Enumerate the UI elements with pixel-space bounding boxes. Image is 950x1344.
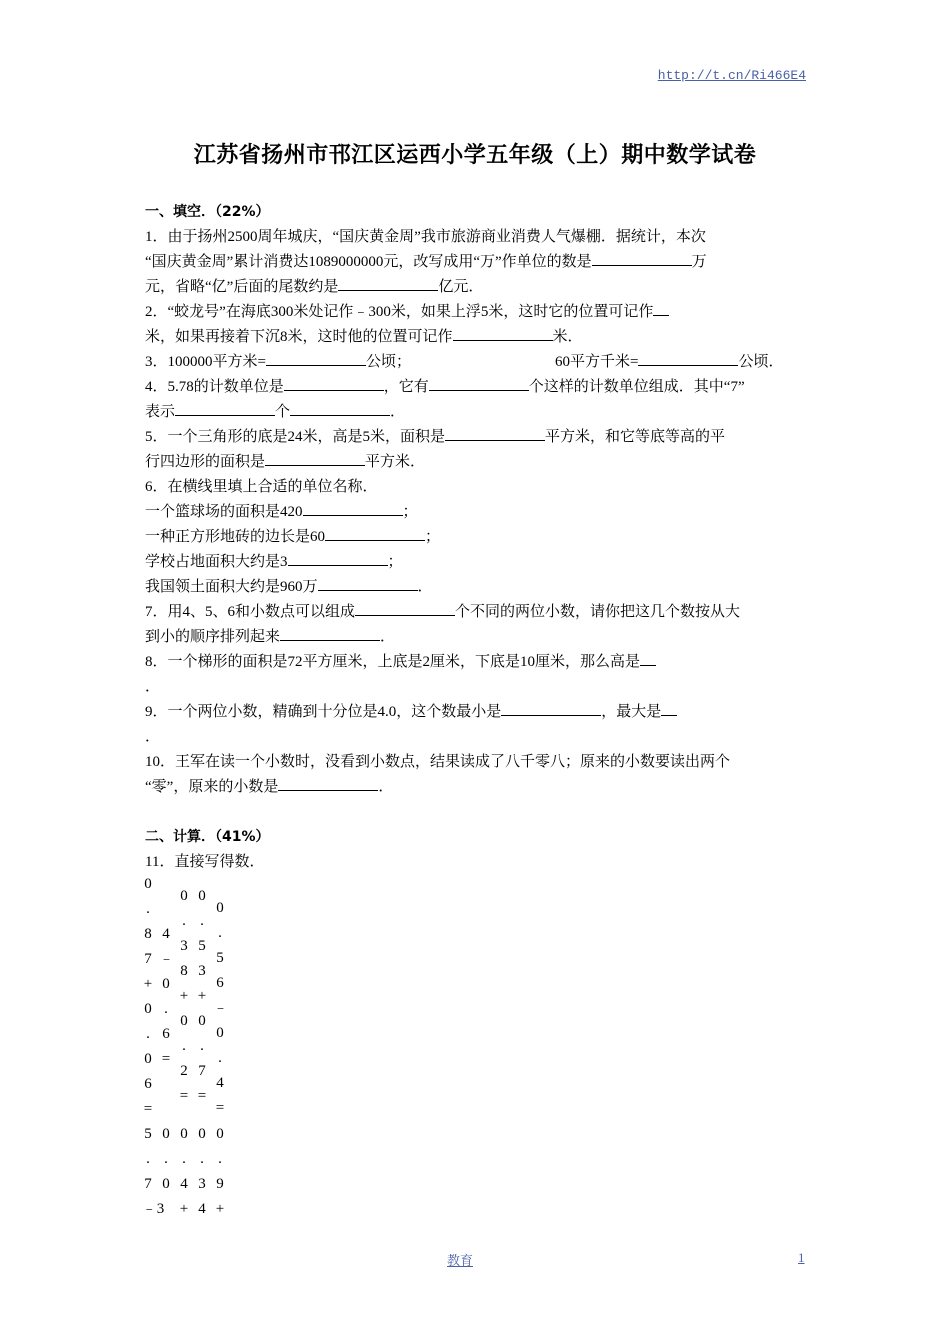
q6-intro: 6．在横线里填上合适的单位名称． — [145, 479, 378, 495]
q8-line2: ． — [145, 679, 161, 695]
q6-item4: 我国领土面积大约是960万 ． — [145, 575, 807, 600]
calc-column-r2-2: 0 . 0 — [162, 1126, 170, 1192]
page-number: 1 — [798, 1250, 805, 1265]
answer-blank[interactable] — [278, 775, 378, 791]
answer-blank[interactable] — [640, 650, 656, 666]
footer-center-text[interactable]: 教育 — [447, 1253, 474, 1268]
answer-blank[interactable] — [318, 575, 418, 591]
answer-blank[interactable] — [290, 400, 390, 416]
q8-line1: 8．一个梯形的面积是72平方厘米，上底是2厘米，下底是10厘米，那么高是 — [145, 650, 807, 675]
q5-line2: 行四边形的面积是 平方米． — [145, 450, 807, 475]
header-link[interactable]: http://t.cn/Ri466E4 — [657, 68, 806, 83]
calc-column-3: 0 . 3 8 + 0 . 2 = — [179, 888, 189, 1104]
section2-heading: 二、计算．（41%） — [145, 829, 270, 845]
q1-line3: 元，省略“亿”后面的尾数约是 亿元． — [145, 275, 807, 300]
q6-item2: 一种正方形地砖的边长是60 ； — [145, 525, 807, 550]
answer-blank[interactable] — [280, 625, 380, 641]
calc-column-2: 4 ﹣ 0 . 6 = — [159, 926, 175, 1067]
answer-blank[interactable] — [501, 700, 601, 716]
answer-blank[interactable] — [445, 425, 545, 441]
calc-column-r2-4: 0 . 3 4 — [198, 1126, 206, 1217]
answer-blank[interactable] — [265, 450, 365, 466]
answer-blank[interactable] — [638, 350, 738, 366]
answer-blank[interactable] — [175, 400, 275, 416]
calc-column-r2-1: 5 . 7 ﹣3 — [141, 1126, 165, 1217]
q9-line1: 9．一个两位小数，精确到十分位是4.0，这个数最小是 ，最大是 — [145, 700, 807, 725]
answer-blank[interactable] — [661, 700, 677, 716]
page-title: 江苏省扬州市邗江区运西小学五年级（上）期中数学试卷 — [193, 143, 757, 168]
answer-blank[interactable] — [284, 375, 384, 391]
calc-column-r2-3: 0 . 4 + — [179, 1126, 189, 1217]
q5-line1: 5．一个三角形的底是24米，高是5米，面积是 平方米，和它等底等高的平 — [145, 425, 807, 450]
q10-line2: “零”，原来的小数是 ． — [145, 775, 807, 800]
answer-blank[interactable] — [303, 500, 403, 516]
q7-line1: 7．用4、5、6和小数点可以组成 个不同的两位小数，请你把这几个数按从大 — [145, 600, 807, 625]
answer-blank[interactable] — [592, 250, 692, 266]
answer-blank[interactable] — [355, 600, 455, 616]
q10-line1: 10．王军在读一个小数时，没看到小数点，结果读成了八千零八；原来的小数要读出两个 — [145, 754, 731, 770]
q1-line2: “国庆黄金周”累计消费达1089000000元，改写成用“万”作单位的数是 万 — [145, 250, 807, 275]
answer-blank[interactable] — [325, 525, 425, 541]
exam-body — [145, 200, 807, 875]
answer-blank[interactable] — [429, 375, 529, 391]
answer-blank[interactable] — [266, 350, 366, 366]
section1-heading: 一、填空．（22%） — [145, 204, 270, 220]
q3-line: 3．100000平方米= 公顷； 60平方千米= 公顷． — [145, 350, 807, 375]
answer-blank[interactable] — [288, 550, 388, 566]
calc-column-4: 0 . 5 3 + 0 . 7 = — [197, 888, 207, 1104]
q11-line: 11．直接写得数． — [145, 854, 265, 870]
calc-column-r2-5: 0 . 9 + — [215, 1126, 225, 1217]
q4-line1: 4．5.78的计数单位是 ，它有 个这样的计数单位组成．其中“7” — [145, 375, 807, 400]
q9-line2: ． — [145, 729, 161, 745]
q1-line1: 1．由于扬州2500周年城庆，“国庆黄金周”我市旅游商业消费人气爆棚．据统计，本次 — [145, 229, 706, 245]
q2-line1: 2．“蛟龙号”在海底300米处记作﹣300米，如果上浮5米，这时它的位置可记作 — [145, 300, 807, 325]
q7-line2: 到小的顺序排列起来 ． — [145, 625, 807, 650]
q6-item1: 一个篮球场的面积是420 ； — [145, 500, 807, 525]
answer-blank[interactable] — [653, 300, 669, 316]
answer-blank[interactable] — [338, 275, 438, 291]
calc-column-1: 0 . 8 7 + 0 . 0 6 = — [143, 876, 153, 1117]
answer-blank[interactable] — [453, 325, 553, 341]
q4-line2: 表示 个 ． — [145, 400, 807, 425]
q2-line2: 米，如果再接着下沉8米，这时他的位置可记作 米． — [145, 325, 807, 350]
q6-item3: 学校占地面积大约是3 ； — [145, 550, 807, 575]
calc-column-5: 0 . 5 6 ﹣ 0 . 4 = — [213, 900, 229, 1116]
